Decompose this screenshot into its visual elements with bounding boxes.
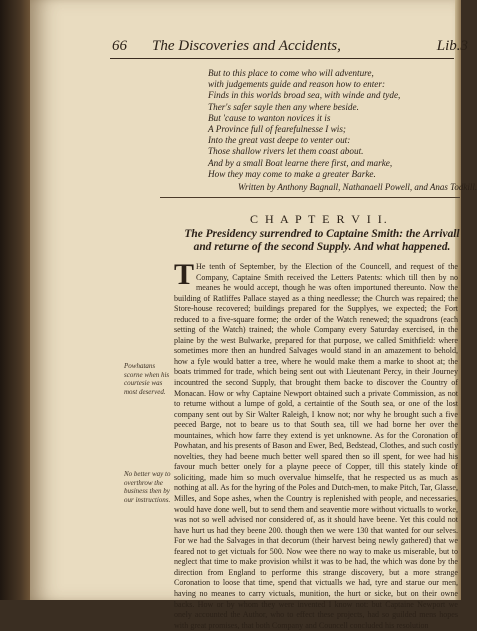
verse-line: Those shallow rivers let them coast about. [208,146,364,157]
body-text [174,258,458,631]
verse-line: How they may come to make a greater Barke. [208,168,376,179]
chapter-heading: C H A P T E R V I I. [250,212,389,226]
page-number: 66 [112,38,127,54]
chapter-title: The Presidency surrendred to Captaine Smith: the Arrivall and returne of the second Supply. And what happened. [184,228,460,253]
verse-line: But 'cause to wanton novices it is [208,112,331,123]
margin-note: Powhatans scorne when his courtesie was most deserved. [124,362,170,396]
header-rule [110,58,454,59]
running-title: The Discoveries and Accidents, [152,38,341,54]
book-marker: Lib.3 [436,38,468,54]
verse-line: Ther's safer sayle then any where beside. [208,101,359,112]
verse-line: But to this place to come who will adventure, [208,68,374,78]
verse-line: Finds in this worlds broad sea, with winde and tyde, [208,90,401,101]
section-rule [160,197,460,198]
verse-block [208,68,438,180]
book-spine [0,0,30,600]
running-header [112,38,468,58]
book-page [30,0,477,630]
verse-line: Into the great vast deepe to venter out: [208,135,351,146]
verse-line: And by a small Boat learne there first, and marke, [208,157,393,168]
drop-cap: T [174,258,195,291]
margin-note: No better way to overthrow the business then by our instructions. [124,470,171,504]
authors-line: Written by Anthony Bagnall, Nathanaell Powell, and Anas Todkill. [238,182,477,192]
verse-line: A Province full of fearefulnesse I wis; [208,124,346,135]
body-paragraph: He tenth of September, by the Election of the Councell, and request of the Company, Captaine Smith received the Letters Patents: which till then by no meanes he would accept, though he was often importuned thereunto. Now the building of Ratliffes Pallace stayed as a thing needlesse; the Church was repaired; the Store-house recovered; buildings prepared for the Supplyes, we expected; the Fort reduced to a five-square forme; the order of the Watch renewed; the squadrons (each setting of the Watch) trained; the whole Company every Saturday exercised, in the plaine by the west Bulwarke, prepared for that purpose, we called Smithfield: where sometimes more then an hundred Salvages would stand in an amazement to behold, how a fyle would batter a tree, where he would make them a marke to shoot at; the boats trimmed for trade, which being sent out with Lieutenant Percy, in their Journey incountred the second Supply, that brought them backe to discover the Country of Monacan. How or why Captaine Newport obtained such a private Commission, as not to returne without a lumpe of gold, a certaintie of the South sea, or one of the lost company sent out by Sir Walter Raleigh, I know not; nor why he brought such a five peeced Barge, not to beare us to that South sea, till we had borne her over the mountaines, which how farre they extend is yet unknowne. As for the Coronation of Powhatan, and his presents of Bason and Ewer, Bed, Bedstead, Clothes, and such costly novelties, they had beene much better well spared then so ill spent, for wee had his favour much better onely for a playne peece of Copper, till this stately kinde of soliciting, made him so much overvalue himselfe, that he respected us as much as nothing at all. As for the hyring of the Poles and Dutch-men, to make Pitch, Tar, Glasse, Milles, and Sope ashes, when the Country is replenished with people, and necessaries, would have done well, but to send them and seaventie more without victualls to worke, was not so well advised nor considered of, as it should have beene. Yet this could not have hurt us had they beene 200. though then we were 130 that wanted for our selves. For we had the Salvages in that decorum (their harvest being newly gathered) that we feared not to get victuals for 500. Now wee there no way to make us miserable, but to neglect that time to make provision whilst it was to be had, the which was done by the direction from England to performe this strange discovery, but a more strange Coronation to loose that time, spend that victualls we had, tyre and starue our men, having no meanes to carry victuals, munition, the hurt or sicke, but on their owne backs. How or by whom they were invented I know not: but Captaine Newport we onely accounted the Author, who to effect these projects, had so guilded mens hopes with great promises, that both Company and Councell concluded his resolution [174,262,458,630]
verse-line: with judgements guide and reason how to enter: [208,79,386,90]
